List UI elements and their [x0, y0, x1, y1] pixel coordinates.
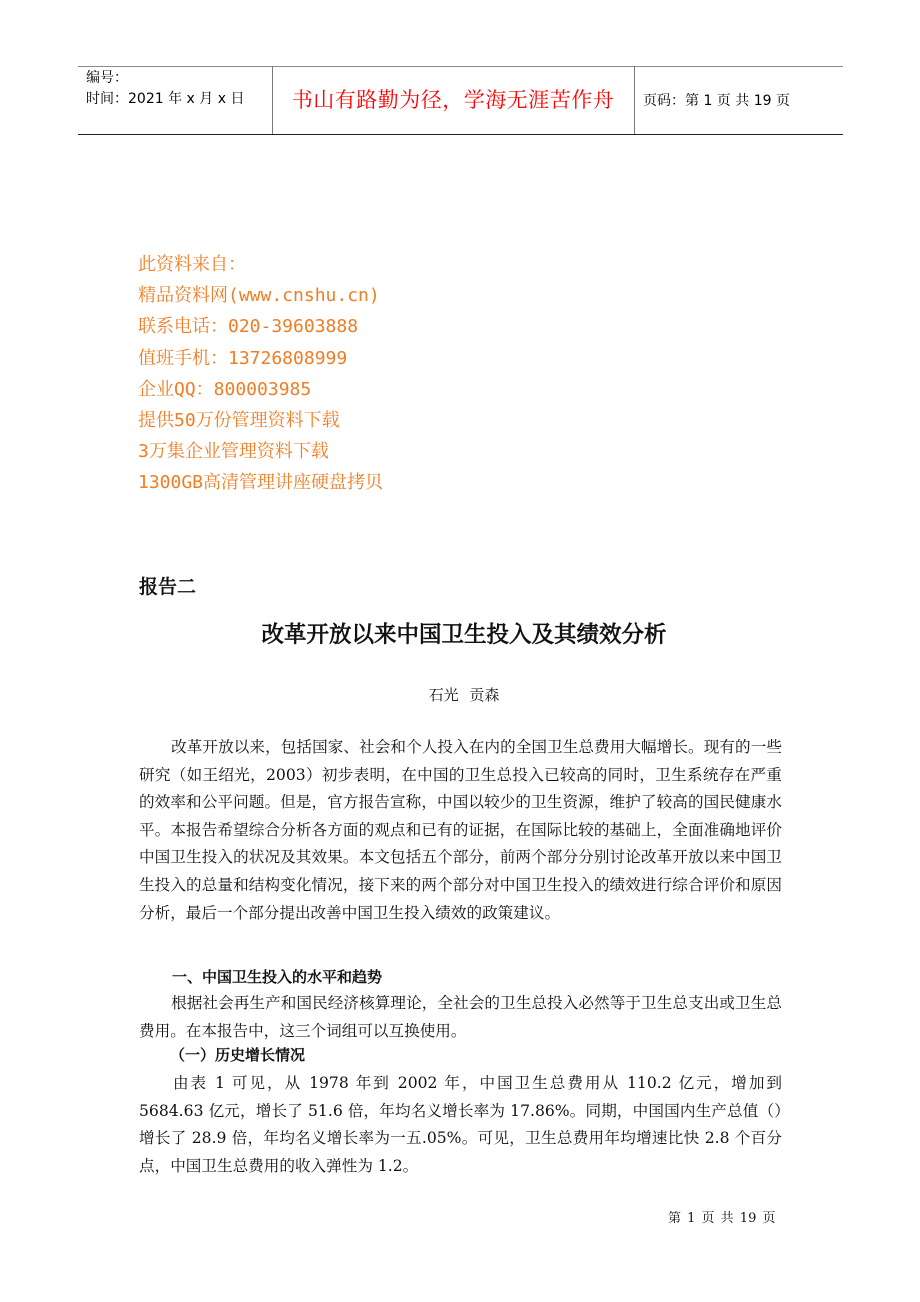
promo-line: 提供50万份管理资料下载 [138, 410, 340, 432]
header-motto: 书山有路勤为径，学海无涯苦作舟 [291, 88, 615, 112]
section-text: 根据社会再生产和国民经济核算理论，全社会的卫生总投入必然等于卫生总支出或卫生总费用。在本报告中，这三个词组可以互换使用。 [139, 994, 782, 1040]
abstract-paragraph [139, 734, 782, 927]
header-meta [86, 68, 244, 110]
header-page-info: 页码：第 1 页 共 19 页 [643, 93, 790, 109]
abstract-text: 改革开放以来，包括国家、社会和个人投入在内的全国卫生总费用大幅增长。现有的一些研究（如王绍光，2003）初步表明，在中国的卫生总投入已较高的同时，卫生系统存在严重的效率和公平问题。但是，官方报告宣称，中国以较少的卫生资源，维护了较高的国民健康水平。本报告希望综合分析各方面的观点和已有的证据，在国际比较的基础上，全面准确地评价中国卫生投入的状况及其效果。本文包括五个部分，前两个部分分别讨论改革开放以来中国卫生投入的总量和结构变化情况，接下来的两个部分对中国卫生投入的绩效进行综合评价和原因分析，最后一个部分提出改善中国卫生投入绩效的政策建议。 [139, 738, 782, 922]
subsection-heading: （一）历史增长情况 [170, 1046, 306, 1064]
report-label: 报告二 [139, 576, 197, 598]
header-top-rule [78, 66, 843, 67]
document-authors: 石光 贡森 [428, 686, 500, 704]
document-number-label: 编号： [86, 70, 128, 86]
promo-line: 精品资料网(www.cnshu.cn) [138, 285, 380, 307]
document-title: 改革开放以来中国卫生投入及其绩效分析 [261, 622, 667, 648]
section-heading: 一、中国卫生投入的水平和趋势 [172, 968, 383, 986]
section-paragraph [139, 990, 782, 1045]
promo-line: 值班手机：13726808999 [138, 347, 348, 369]
promo-line: 企业QQ：800003985 [138, 378, 312, 400]
promo-line: 联系电话：020-39603888 [138, 316, 359, 338]
header-divider-right [634, 66, 635, 134]
header-bottom-rule [78, 134, 843, 135]
promo-line: 此资料来自： [138, 254, 246, 275]
subsection-paragraph [139, 1070, 782, 1180]
promo-line: 3万集企业管理资料下载 [138, 441, 329, 463]
document-date: 时间：2021 年 x 月 x 日 [86, 91, 245, 107]
promo-block [138, 249, 383, 499]
subsection-text: 由表 1 可见，从 1978 年到 2002 年，中国卫生总费用从 110.2 亿元，增加到 5684.63 亿元，增长了 51.6 倍，年均名义增长率为 17.86%。同期，中国国内生产总值（）增长了 28.9 倍，年均名义增长率为一五.05%。可见，卫生总费用年均增速比快 2.8 个百分点，中国卫生总费用的收入弹性为 1.2。 [139, 1074, 782, 1175]
footer-page-number: 第 1 页 共 19 页 [668, 1211, 776, 1226]
promo-line: 1300GB高清管理讲座硬盘拷贝 [138, 472, 384, 494]
